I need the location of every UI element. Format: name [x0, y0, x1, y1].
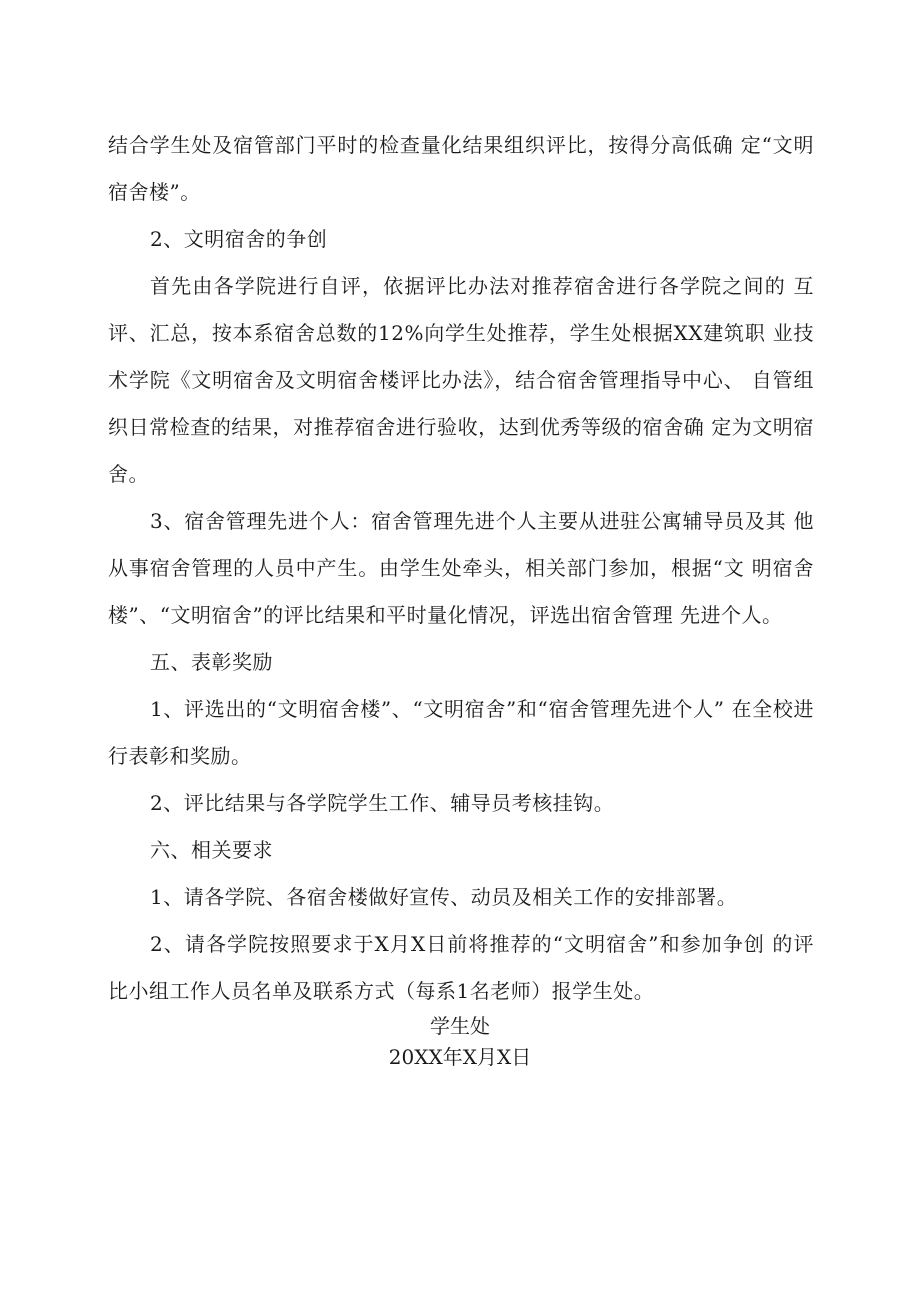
paragraph-advanced-individual: 3、宿舍管理先进个人：宿舍管理先进个人主要从进驻公寓辅导员及其 他从事宿舍管理的人员中产生。由学生处牵头，相关部门参加，根据“文 明宿舍楼”、“文明宿舍”的评比结果和平时量化情况，评选出宿舍管理 先进个人。 — [108, 509, 814, 627]
paragraph-evaluation-method: 结合学生处及宿管部门平时的检查量化结果组织评比，按得分高低确 定“文明宿舍楼”。 — [108, 133, 814, 204]
paragraph-self-evaluation: 首先由各学院进行自评，依据评比办法对推荐宿舍进行各学院之间的 互评、汇总，按本系宿舍总数的12%向学生处推荐，学生处根据XX建筑职 业技术学院《文明宿舍及文明宿舍楼评比办法》，结合宿舍管理指导中心、 自管组织日常检查的结果，对推荐宿舍进行验收，达到优秀等级的宿舍确 定为文明宿舍。 — [108, 274, 814, 486]
heading-commendation-rewards: 五、表彰奖励 — [150, 650, 273, 674]
signature-organization: 学生处 — [430, 1014, 490, 1038]
heading-related-requirements: 六、相关要求 — [150, 838, 273, 862]
paragraph-commendation-1: 1、评选出的“文明宿舍楼”、“文明宿舍”和“宿舍管理先进个人” 在全校进行表彰和奖励。 — [108, 697, 814, 768]
paragraph-requirement-1: 1、请各学院、各宿舍楼做好宣传、动员及相关工作的安排部署。 — [150, 885, 738, 909]
signature-date: 20XX年X月X日 — [388, 1045, 532, 1069]
heading-civilized-dorm-creation: 2、文明宿舍的争创 — [150, 227, 328, 251]
paragraph-requirement-2: 2、请各学院按照要求于X月X日前将推荐的“文明宿舍”和参加争创 的评比小组工作人员名单及联系方式（每系1名老师）报学生处。 — [108, 932, 814, 1003]
paragraph-commendation-2: 2、评比结果与各学院学生工作、辅导员考核挂钩。 — [150, 791, 615, 815]
document-body — [108, 122, 814, 1015]
